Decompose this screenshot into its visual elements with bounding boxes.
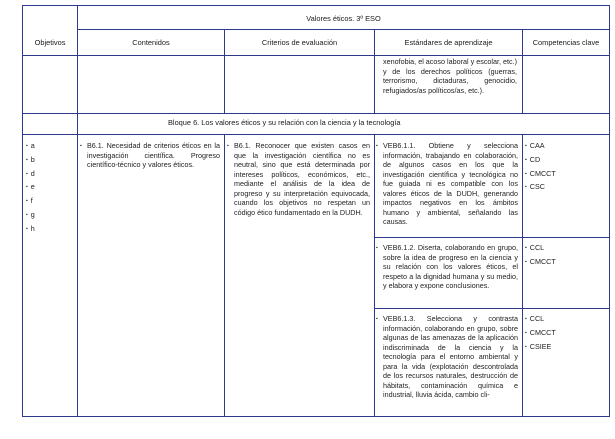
standard-continuation-text: xenofobia, el acoso laboral y escolar, etc.) y de los derechos políticos (guerras, terrorismo, dictaduras, genocidio, refugiados/as políticos/as, etc.). bbox=[383, 57, 517, 95]
bullet-icon: ▪ bbox=[525, 316, 527, 322]
column-header-competencias: Competencias clave bbox=[532, 38, 600, 47]
bullet-icon: ▪ bbox=[26, 170, 28, 177]
list-item: ▪ CCL bbox=[525, 243, 545, 252]
block-bottom-divider bbox=[22, 134, 610, 135]
list-item: ▪ CMCCT bbox=[525, 168, 556, 178]
bullet-icon: ▪ bbox=[525, 143, 527, 149]
block-top-divider bbox=[22, 113, 610, 114]
table-border-right bbox=[609, 5, 610, 416]
bullet-icon: ▪ bbox=[26, 184, 28, 191]
standard-2-bullet-icon: ▪ bbox=[376, 245, 378, 251]
column-header-estandares: Estándares de aprendizaje bbox=[404, 38, 493, 47]
column-divider-4b bbox=[522, 134, 523, 416]
standard-divider-2 bbox=[374, 308, 610, 309]
standard-1-competences bbox=[525, 141, 556, 196]
bullet-icon: ▪ bbox=[525, 245, 527, 251]
block-title: Bloque 6. Los valores éticos y su relación con la ciencia y la tecnología bbox=[168, 118, 401, 127]
objectives-list bbox=[26, 141, 35, 238]
criterion-bullet-icon: ▪ bbox=[227, 143, 229, 149]
table-border-bottom bbox=[22, 416, 610, 417]
table-title: Valores éticos. 3º ESO bbox=[306, 14, 381, 23]
bullet-icon: ▪ bbox=[525, 156, 527, 163]
list-item: ▪ CSIEE bbox=[525, 341, 552, 351]
bullet-icon: ▪ bbox=[525, 184, 527, 191]
header-divider bbox=[22, 55, 610, 56]
standard-3-text: VEB6.1.3. Selecciona y contrasta información, colaborando en grupo, sobre algunas de las amenazas de la aplicación indiscriminada de la ciencia y la tecnología para el entorno ambiental y para la vida (explotación descontrolada de los recursos naturales, destrucción de hábitats, contaminación química e industrial, lluvia ácida, cambio cli- bbox=[383, 314, 518, 399]
list-item: ▪ g bbox=[26, 209, 35, 219]
standard-divider-1 bbox=[374, 237, 610, 238]
column-header-contenidos: Contenidos bbox=[132, 38, 170, 47]
list-item: ▪ CAA bbox=[525, 141, 545, 150]
list-item: ▪ CMCCT bbox=[525, 256, 556, 266]
standard-3-bullet-icon: ▪ bbox=[376, 316, 378, 322]
list-item: ▪ a bbox=[26, 141, 35, 150]
bullet-icon: ▪ bbox=[26, 143, 28, 149]
bullet-icon: ▪ bbox=[26, 156, 28, 163]
content-bullet-icon: ▪ bbox=[80, 143, 82, 149]
column-divider-1 bbox=[77, 5, 78, 416]
list-item: ▪ CCL bbox=[525, 314, 545, 323]
title-divider bbox=[77, 29, 610, 30]
column-header-criterios: Criterios de evaluación bbox=[261, 38, 338, 47]
bullet-icon: ▪ bbox=[525, 343, 527, 350]
list-item: ▪ CSC bbox=[525, 182, 545, 192]
standard-2-competences bbox=[525, 243, 556, 271]
list-item: ▪ e bbox=[26, 182, 35, 192]
list-item: ▪ d bbox=[26, 168, 35, 178]
standard-1-bullet-icon: ▪ bbox=[376, 143, 378, 149]
standard-3-competences bbox=[525, 314, 556, 355]
standard-2-text: VEB6.1.2. Diserta, colaborando en grupo, sobre la idea de progreso en la ciencia y su relación con los valores éticos, el respeto a la dignidad humana y su medio, y elabora y expone conclusiones. bbox=[383, 243, 518, 290]
list-item: ▪ h bbox=[26, 223, 35, 233]
table-border-top bbox=[22, 5, 610, 6]
bullet-icon: ▪ bbox=[26, 198, 28, 205]
list-item: ▪ f bbox=[26, 196, 33, 206]
bullet-icon: ▪ bbox=[525, 170, 527, 177]
criterion-text: B6.1. Reconocer que existen casos en que la investigación científica no es neutral, sino que está determinada por intereses políticos, económicos, etc., mediante el análisis de la idea de progreso y su interpretación equivocada, cuando los objetivos no respetan un código ético fundamentado en la DUDH. bbox=[234, 141, 370, 217]
bullet-icon: ▪ bbox=[525, 329, 527, 336]
list-item: ▪ CD bbox=[525, 154, 541, 164]
column-divider-3b bbox=[374, 134, 375, 416]
bullet-icon: ▪ bbox=[26, 225, 28, 232]
standard-1-text: VEB6.1.1. Obtiene y selecciona información, trabajando en colaboración, de algunos casos en los que la investigación científica y tecnológica no fue guiada ni es compatible con los valores éticos de la DUDH, generando impactos negativos en los ámbitos humano y ambiental, señalando las causas. bbox=[383, 141, 518, 226]
column-header-objetivos: Objetivos bbox=[34, 38, 66, 47]
list-item: ▪ b bbox=[26, 154, 35, 164]
content-text: B6.1. Necesidad de criterios éticos en la investigación científica. Progreso científico-técnico y valores éticos. bbox=[87, 141, 220, 169]
table-border-left bbox=[22, 5, 23, 416]
list-item: ▪ CMCCT bbox=[525, 327, 556, 337]
column-divider-2b bbox=[224, 134, 225, 416]
bullet-icon: ▪ bbox=[525, 258, 527, 265]
bullet-icon: ▪ bbox=[26, 211, 28, 218]
